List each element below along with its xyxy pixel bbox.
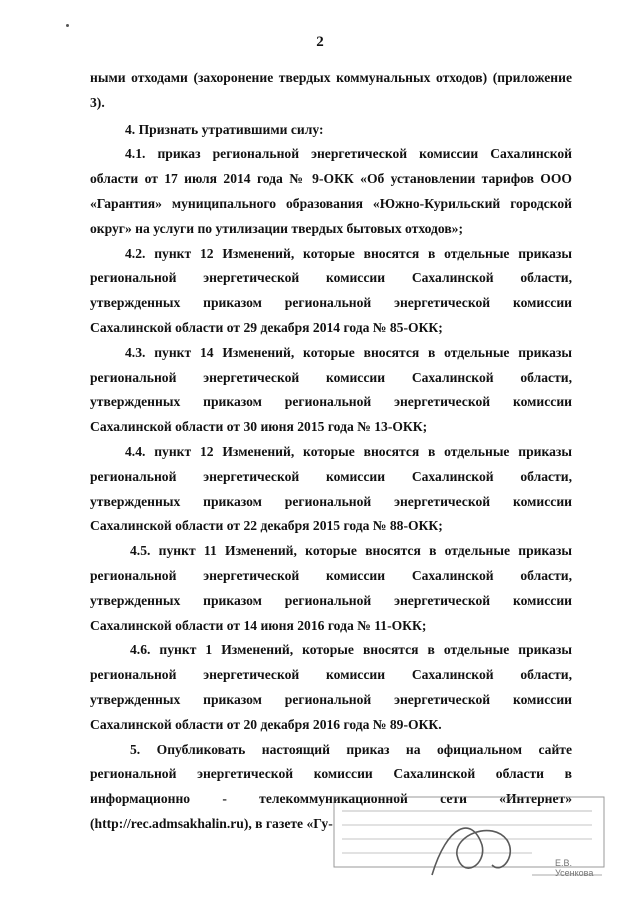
document-body — [90, 66, 572, 837]
paragraph-item-4: 4. Признать утратившими силу: — [125, 121, 324, 137]
paragraph-item-4-2: 4.2. пункт 12 Изменений, которые вносятся в отдельные приказы региональной энергетической комиссии Сахалинской области, утвержденных приказом региональной энергетической комиссии Сахалинской области от 29 декабря 2014 года № 85-ОКК; — [90, 245, 572, 335]
page-number: 2 — [316, 34, 324, 50]
signature-mark — [432, 828, 510, 875]
paragraph-item-4-4: 4.4. пункт 12 Изменений, которые вносятся в отдельные приказы региональной энергетической комиссии Сахалинской области, утвержденных приказом региональной энергетической комиссии Сахалинской области от 22 декабря 2015 года № 88-ОКК; — [90, 443, 572, 534]
paragraph-item-5: 5. Опубликовать настоящий приказ на официальном сайте региональной энергетической комиссии Сахалинской области в информационно - телекоммуникационной сети «Интернет» (http://rec.admsakhalin.ru), в газете «Гу- — [90, 741, 572, 831]
official-stamp — [332, 795, 607, 890]
scan-artifact — [66, 24, 69, 27]
paragraph-item-4-6: 4.6. пункт 1 Изменений, которые вносятся в отдельные приказы региональной энергетической комиссии Сахалинской области, утвержденных приказом региональной энергетической комиссии Сахалинской области от 20 декабря 2016 года № 89-ОКК. — [90, 642, 572, 732]
paragraph-continuation: ными отходами (захоронение твердых коммунальных отходов) (приложение 3). — [90, 70, 572, 110]
paragraph-item-4-1: 4.1. приказ региональной энергетической комиссии Сахалинской области от 17 июля 2014 года № 9-ОКК «Об установлении тарифов ООО «Гарантия» муниципального образования «Южно-Курильский городской округ» на услуги по утилизации твердых бытовых отходов»; — [90, 146, 572, 236]
paragraph-item-4-5: 4.5. пункт 11 Изменений, которые вносятся в отдельные приказы региональной энергетической комиссии Сахалинской области, утвержденных приказом региональной энергетической комиссии Сахалинской области от 14 июня 2016 года № 11-ОКК; — [90, 543, 572, 633]
paragraph-item-4-3: 4.3. пункт 14 Изменений, которые вносятся в отдельные приказы региональной энергетической комиссии Сахалинской области, утвержденных приказом региональной энергетической комиссии Сахалинской области от 30 июня 2015 года № 13-ОКК; — [90, 344, 572, 435]
stamp-name: Е.В. Усенкова — [555, 858, 594, 878]
